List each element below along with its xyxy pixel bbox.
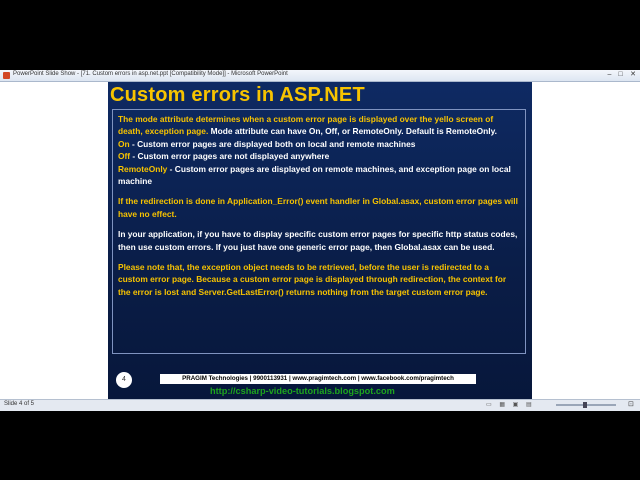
mode-off-text: - Custom error pages are not displayed anywhere: [130, 151, 330, 162]
fit-to-window-icon[interactable]: ⊡: [628, 401, 634, 408]
footer-banner: PRAGIM Technologies | 9900113931 | www.pragimtech.com | www.facebook.com/pragimtech: [160, 374, 476, 384]
slide-title: Custom errors in ASP.NET: [110, 84, 365, 106]
status-bar: [0, 399, 640, 411]
window-title: PowerPoint Slide Show - [71. Custom errors in asp.net.ppt [Compatibility Mode]] - Microsoft PowerPoint: [13, 71, 288, 77]
zoom-slider-thumb[interactable]: [583, 402, 587, 408]
paragraph-exception-note: Please note that, the exception object needs to be retrieved, before the user is redirected to a custom error page. Because a custom error page is displayed through redirection, the context for the error is lost and Server.GetLastError() returns nothing from the target custom error page.: [118, 262, 507, 297]
title-bar: [0, 70, 640, 82]
mode-attribute-text: Mode attribute can have On, Off, or RemoteOnly. Default is RemoteOnly.: [208, 126, 497, 137]
powerpoint-window: [0, 70, 640, 410]
slide-show-area[interactable]: [0, 82, 640, 399]
maximize-button[interactable]: □: [618, 71, 623, 78]
powerpoint-app-icon: [3, 72, 10, 79]
zoom-slider[interactable]: [556, 404, 616, 406]
mode-remoteonly-text: - Custom error pages are displayed on remote machines, and exception page on local machine: [118, 163, 511, 187]
mode-attribute-highlight: The mode attribute determines when a custom error page is displayed over the yello screen of death, exception page.: [118, 114, 494, 137]
paragraph-application: In your application, if you have to display specific custom error pages for specific http status codes, then use custom errors. If you just have one generic error page, then Global.asax can be used.: [118, 229, 518, 252]
slide-number-badge: 4: [116, 372, 132, 388]
slide-counter: Slide 4 of 5: [4, 401, 35, 407]
paragraph-redirection: If the redirection is done in Application_Error() event handler in Global.asax, custom error pages will have no effect.: [118, 196, 518, 219]
paragraph-mode-attribute: [118, 113, 520, 138]
mode-off-line: [118, 150, 520, 162]
slide-content-box: [112, 109, 526, 354]
blog-link[interactable]: http://csharp-video-tutorials.blogspot.com: [210, 386, 395, 396]
minimize-button[interactable]: –: [607, 71, 612, 78]
slide[interactable]: [108, 82, 532, 399]
mode-on-line: [118, 138, 520, 150]
close-button[interactable]: ✕: [630, 71, 636, 78]
mode-off-label: Off: [118, 151, 131, 162]
mode-remoteonly-label: RemoteOnly: [118, 163, 168, 174]
mode-on-text: - Custom error pages are displayed both on local and remote machines: [129, 138, 416, 149]
mode-remoteonly-line: [118, 163, 520, 188]
view-buttons-icon[interactable]: ▭ ▦ ▣ ▤: [486, 402, 535, 408]
mode-on-label: On: [118, 138, 130, 149]
